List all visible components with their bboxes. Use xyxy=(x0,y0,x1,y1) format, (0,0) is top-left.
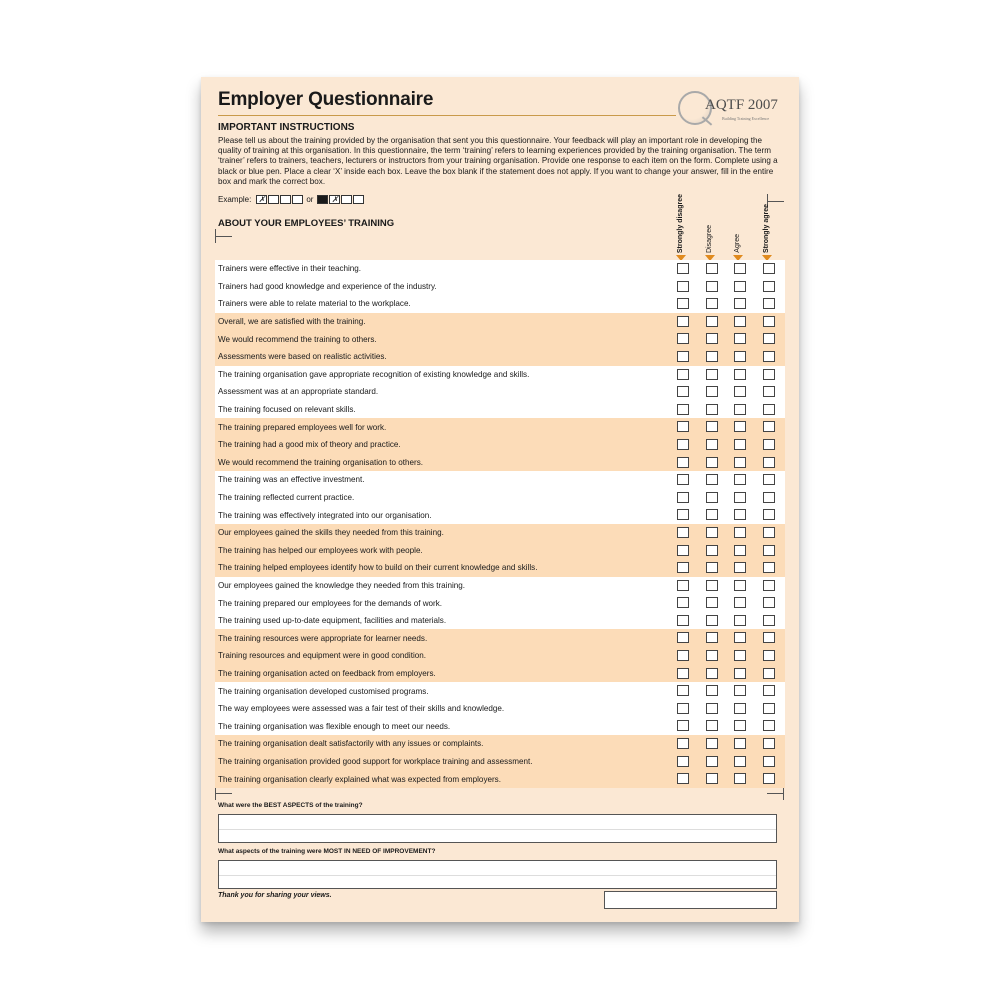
question-text: Trainers were able to relate material to the workplace. xyxy=(218,299,411,309)
checkbox-strongly-disagree[interactable] xyxy=(677,527,689,538)
checkbox-disagree[interactable] xyxy=(706,333,718,344)
registration-mark xyxy=(783,786,784,800)
checkbox-strongly-disagree[interactable] xyxy=(677,263,689,274)
question-text: The training had a good mix of theory and practice. xyxy=(218,440,401,450)
checkbox-strongly-agree[interactable] xyxy=(763,316,775,327)
checkbox-disagree[interactable] xyxy=(706,421,718,432)
checkbox-agree[interactable] xyxy=(734,351,746,362)
question-text: The training was an effective investment. xyxy=(218,475,365,485)
checkbox-strongly-disagree[interactable] xyxy=(677,439,689,450)
question-text: The training was effectively integrated into our organisation. xyxy=(218,510,432,520)
section-heading: ABOUT YOUR EMPLOYEES’ TRAINING xyxy=(218,218,395,229)
checkbox-disagree[interactable] xyxy=(706,668,718,679)
question-text: Our employees gained the knowledge they needed from this training. xyxy=(218,580,466,590)
example-marking xyxy=(218,195,364,204)
question-text: Assessment was at an appropriate standard. xyxy=(218,387,379,397)
question-row xyxy=(215,454,785,472)
checkbox-disagree[interactable] xyxy=(706,597,718,608)
registration-mark xyxy=(215,229,216,243)
question-row xyxy=(215,260,785,278)
checkbox-disagree[interactable] xyxy=(706,457,718,468)
question-text: Assessments were based on realistic activities. xyxy=(218,352,387,362)
question-text: The training organisation clearly explained what was expected from employers. xyxy=(218,774,501,784)
checkbox-strongly-agree[interactable] xyxy=(763,756,775,767)
checkbox-strongly-disagree[interactable] xyxy=(677,773,689,784)
checkbox-disagree[interactable] xyxy=(706,439,718,450)
question-row xyxy=(215,383,785,401)
question-row xyxy=(215,330,785,348)
question-row xyxy=(215,295,785,313)
checkbox-agree[interactable] xyxy=(734,562,746,573)
checkbox-strongly-agree[interactable] xyxy=(763,773,775,784)
scale-label: Strongly agree xyxy=(763,203,770,253)
checkbox-strongly-agree[interactable] xyxy=(763,439,775,450)
scale-label: Disagree xyxy=(706,224,713,253)
scale-label: Strongly disagree xyxy=(677,193,684,253)
checkbox-strongly-disagree[interactable] xyxy=(677,580,689,591)
checkbox-strongly-disagree[interactable] xyxy=(677,650,689,661)
checkbox-agree[interactable] xyxy=(734,263,746,274)
question-row xyxy=(215,559,785,577)
checkbox-strongly-disagree[interactable] xyxy=(677,281,689,292)
checkbox-strongly-agree[interactable] xyxy=(763,650,775,661)
checkbox-disagree[interactable] xyxy=(706,650,718,661)
checkbox-agree[interactable] xyxy=(734,685,746,696)
checkbox-strongly-disagree[interactable] xyxy=(677,562,689,573)
checkbox-strongly-disagree[interactable] xyxy=(677,333,689,344)
logo-name: AQTF 2007 xyxy=(705,97,778,113)
checkbox-agree[interactable] xyxy=(734,720,746,731)
question-text: The training organisation dealt satisfactorily with any issues or complaints. xyxy=(218,739,484,749)
checkbox-strongly-disagree[interactable] xyxy=(677,632,689,643)
checkbox-strongly-agree[interactable] xyxy=(763,386,775,397)
question-text: Our employees gained the skills they needed from this training. xyxy=(218,528,444,538)
question-text: The training has helped our employees work with people. xyxy=(218,545,423,555)
registration-mark xyxy=(215,793,232,794)
checkbox-agree[interactable] xyxy=(734,386,746,397)
checkbox-strongly-disagree[interactable] xyxy=(677,756,689,767)
checkbox-disagree[interactable] xyxy=(706,298,718,309)
checkbox-disagree[interactable] xyxy=(706,369,718,380)
checkbox-disagree[interactable] xyxy=(706,527,718,538)
checkbox-agree[interactable] xyxy=(734,298,746,309)
checkbox-strongly-agree[interactable] xyxy=(763,298,775,309)
checkbox-disagree[interactable] xyxy=(706,685,718,696)
example-box xyxy=(341,195,352,204)
example-label: Example: xyxy=(218,195,252,204)
question-row xyxy=(215,366,785,384)
example-box xyxy=(280,195,291,204)
id-box xyxy=(604,891,777,909)
question-row xyxy=(215,612,785,630)
checkbox-agree[interactable] xyxy=(734,756,746,767)
checkbox-strongly-agree[interactable] xyxy=(763,404,775,415)
checkbox-agree[interactable] xyxy=(734,421,746,432)
checkbox-agree[interactable] xyxy=(734,333,746,344)
question-row xyxy=(215,471,785,489)
checkbox-agree[interactable] xyxy=(734,281,746,292)
question-text: The training used up-to-date equipment, facilities and materials. xyxy=(218,616,447,626)
checkbox-strongly-agree[interactable] xyxy=(763,668,775,679)
checkbox-disagree[interactable] xyxy=(706,632,718,643)
question-text: The training prepared employees well for work. xyxy=(218,422,387,432)
question-row xyxy=(215,735,785,753)
question-text: The training reflected current practice. xyxy=(218,493,355,503)
checkbox-agree[interactable] xyxy=(734,439,746,450)
checkbox-agree[interactable] xyxy=(734,650,746,661)
checkbox-agree[interactable] xyxy=(734,668,746,679)
checkbox-disagree[interactable] xyxy=(706,351,718,362)
checkbox-strongly-disagree[interactable] xyxy=(677,509,689,520)
checkbox-disagree[interactable] xyxy=(706,281,718,292)
checkbox-strongly-agree[interactable] xyxy=(763,369,775,380)
checkbox-disagree[interactable] xyxy=(706,509,718,520)
checkbox-strongly-disagree[interactable] xyxy=(677,720,689,731)
checkbox-disagree[interactable] xyxy=(706,263,718,274)
page-title: Employer Questionnaire xyxy=(218,89,434,110)
question-row xyxy=(215,506,785,524)
checkbox-strongly-disagree[interactable] xyxy=(677,668,689,679)
question-text: Trainers had good knowledge and experience of the industry. xyxy=(218,281,437,291)
checkbox-agree[interactable] xyxy=(734,597,746,608)
checkbox-agree[interactable] xyxy=(734,703,746,714)
checkbox-disagree[interactable] xyxy=(706,492,718,503)
instructions-text: Please tell us about the training provided by the organisation that sent you this questionnaire. Your feedback will play an important role in developing the quality of training at this organisation. In this questionnaire, the term ‘training’ refers to learning experiences provided by the training organisation. The term ‘trainer’ refers to trainers, teachers, lecturers or instructors from your training organisation. Provide one response to each item on the form. Complete using a black or blue pen. Place a clear ‘X’ inside each box. Leave the box blank if the statement does not apply. If you want to change your answer, fill in the entire box and mark the correct box. xyxy=(218,136,778,186)
question-row xyxy=(215,647,785,665)
question-text: Trainers were effective in their teaching. xyxy=(218,264,362,274)
thank-you-note: Thank you for sharing your views. xyxy=(218,892,332,899)
checkbox-agree[interactable] xyxy=(734,404,746,415)
checkbox-disagree[interactable] xyxy=(706,580,718,591)
checkbox-strongly-disagree[interactable] xyxy=(677,545,689,556)
checkbox-strongly-agree[interactable] xyxy=(763,457,775,468)
checkbox-agree[interactable] xyxy=(734,738,746,749)
open-question-improvement: What aspects of the training were MOST IN NEED OF IMPROVEMENT? xyxy=(218,848,436,855)
checkbox-disagree[interactable] xyxy=(706,474,718,485)
question-row xyxy=(215,717,785,735)
open-question-best-aspects: What were the BEST ASPECTS of the training? xyxy=(218,802,363,809)
checkbox-strongly-agree[interactable] xyxy=(763,738,775,749)
question-row xyxy=(215,665,785,683)
checkbox-strongly-agree[interactable] xyxy=(763,492,775,503)
question-text: The training organisation gave appropriate recognition of existing knowledge and skills. xyxy=(218,369,530,379)
checkbox-disagree[interactable] xyxy=(706,738,718,749)
checkbox-strongly-agree[interactable] xyxy=(763,333,775,344)
improvement-textbox[interactable] xyxy=(218,860,777,889)
registration-mark xyxy=(767,201,784,202)
checkbox-disagree[interactable] xyxy=(706,316,718,327)
scale-label: Agree xyxy=(734,234,741,253)
checkbox-strongly-disagree[interactable] xyxy=(677,703,689,714)
scale-header-strongly-agree xyxy=(760,203,784,261)
checkbox-strongly-disagree[interactable] xyxy=(677,386,689,397)
checkbox-strongly-agree[interactable] xyxy=(763,720,775,731)
registration-mark xyxy=(767,793,784,794)
scale-header-disagree xyxy=(703,217,727,261)
checkbox-strongly-agree[interactable] xyxy=(763,421,775,432)
checkbox-strongly-disagree[interactable] xyxy=(677,597,689,608)
question-row xyxy=(215,682,785,700)
example-box xyxy=(268,195,279,204)
checkbox-agree[interactable] xyxy=(734,580,746,591)
question-row xyxy=(215,577,785,595)
question-row xyxy=(215,542,785,560)
question-text: The training organisation acted on feedback from employers. xyxy=(218,668,436,678)
checkbox-disagree[interactable] xyxy=(706,386,718,397)
checkbox-strongly-agree[interactable] xyxy=(763,545,775,556)
checkbox-strongly-disagree[interactable] xyxy=(677,738,689,749)
best-aspects-textbox[interactable] xyxy=(218,814,777,843)
checkbox-disagree[interactable] xyxy=(706,773,718,784)
question-text: The training resources were appropriate for learner needs. xyxy=(218,633,428,643)
checkbox-strongly-disagree[interactable] xyxy=(677,351,689,362)
checkbox-agree[interactable] xyxy=(734,369,746,380)
checkbox-disagree[interactable] xyxy=(706,562,718,573)
checkbox-strongly-agree[interactable] xyxy=(763,615,775,626)
checkbox-disagree[interactable] xyxy=(706,720,718,731)
checkbox-strongly-agree[interactable] xyxy=(763,685,775,696)
question-row xyxy=(215,489,785,507)
checkbox-strongly-agree[interactable] xyxy=(763,474,775,485)
checkbox-strongly-disagree[interactable] xyxy=(677,316,689,327)
checkbox-strongly-agree[interactable] xyxy=(763,351,775,362)
checkbox-strongly-disagree[interactable] xyxy=(677,492,689,503)
checkbox-agree[interactable] xyxy=(734,457,746,468)
checkbox-strongly-agree[interactable] xyxy=(763,281,775,292)
checkbox-strongly-agree[interactable] xyxy=(763,527,775,538)
question-text: The way employees were assessed was a fair test of their skills and knowledge. xyxy=(218,704,505,714)
question-text: The training organisation developed customised programs. xyxy=(218,686,429,696)
checkbox-disagree[interactable] xyxy=(706,545,718,556)
example-box-marked: ✗ xyxy=(329,195,340,204)
checkbox-disagree[interactable] xyxy=(706,615,718,626)
checkbox-agree[interactable] xyxy=(734,527,746,538)
title-divider xyxy=(218,115,676,116)
checkbox-strongly-agree[interactable] xyxy=(763,597,775,608)
checkbox-strongly-disagree[interactable] xyxy=(677,457,689,468)
instructions-heading: IMPORTANT INSTRUCTIONS xyxy=(218,122,355,133)
question-row xyxy=(215,348,785,366)
question-row xyxy=(215,594,785,612)
checkbox-disagree[interactable] xyxy=(706,703,718,714)
question-text: The training organisation provided good support for workplace training and assessment. xyxy=(218,756,533,766)
checkbox-strongly-disagree[interactable] xyxy=(677,474,689,485)
checkbox-agree[interactable] xyxy=(734,492,746,503)
checkbox-strongly-disagree[interactable] xyxy=(677,298,689,309)
question-text: Overall, we are satisfied with the training. xyxy=(218,317,366,327)
checkbox-agree[interactable] xyxy=(734,632,746,643)
question-text: The training organisation was flexible enough to meet our needs. xyxy=(218,721,451,731)
example-box-marked: ✗ xyxy=(256,195,267,204)
example-box xyxy=(292,195,303,204)
question-row xyxy=(215,753,785,771)
aqtf-logo xyxy=(678,91,788,127)
checkbox-strongly-agree[interactable] xyxy=(763,562,775,573)
question-row xyxy=(215,524,785,542)
checkbox-disagree[interactable] xyxy=(706,756,718,767)
checkbox-strongly-agree[interactable] xyxy=(763,509,775,520)
checkbox-agree[interactable] xyxy=(734,615,746,626)
checkbox-strongly-disagree[interactable] xyxy=(677,421,689,432)
checkbox-strongly-agree[interactable] xyxy=(763,632,775,643)
example-box xyxy=(353,195,364,204)
question-row xyxy=(215,278,785,296)
scale-header-strongly-disagree xyxy=(674,193,698,261)
question-table xyxy=(215,260,785,788)
question-row xyxy=(215,418,785,436)
checkbox-strongly-disagree[interactable] xyxy=(677,369,689,380)
checkbox-agree[interactable] xyxy=(734,474,746,485)
checkbox-disagree[interactable] xyxy=(706,404,718,415)
checkbox-agree[interactable] xyxy=(734,509,746,520)
checkbox-strongly-disagree[interactable] xyxy=(677,685,689,696)
checkbox-agree[interactable] xyxy=(734,316,746,327)
checkbox-strongly-agree[interactable] xyxy=(763,580,775,591)
checkbox-strongly-disagree[interactable] xyxy=(677,615,689,626)
checkbox-agree[interactable] xyxy=(734,773,746,784)
checkbox-strongly-agree[interactable] xyxy=(763,263,775,274)
scale-header-agree xyxy=(731,217,755,261)
example-box-filled xyxy=(317,195,328,204)
example-or: or xyxy=(306,195,314,204)
registration-mark xyxy=(215,786,216,800)
logo-tagline: Building Training Excellence xyxy=(722,116,770,121)
question-row xyxy=(215,770,785,788)
question-text: The training focused on relevant skills. xyxy=(218,405,356,415)
question-text: We would recommend the training organisation to others. xyxy=(218,457,424,467)
question-text: Training resources and equipment were in good condition. xyxy=(218,651,427,661)
checkbox-strongly-disagree[interactable] xyxy=(677,404,689,415)
question-row xyxy=(215,700,785,718)
checkbox-strongly-agree[interactable] xyxy=(763,703,775,714)
question-row xyxy=(215,401,785,419)
question-text: The training helped employees identify how to build on their current knowledge and skills. xyxy=(218,563,538,573)
question-row xyxy=(215,313,785,331)
question-row xyxy=(215,629,785,647)
registration-mark xyxy=(215,236,232,237)
question-text: The training prepared our employees for the demands of work. xyxy=(218,598,443,608)
question-row xyxy=(215,436,785,454)
question-text: We would recommend the training to others. xyxy=(218,334,377,344)
questionnaire-page xyxy=(201,77,799,922)
checkbox-agree[interactable] xyxy=(734,545,746,556)
